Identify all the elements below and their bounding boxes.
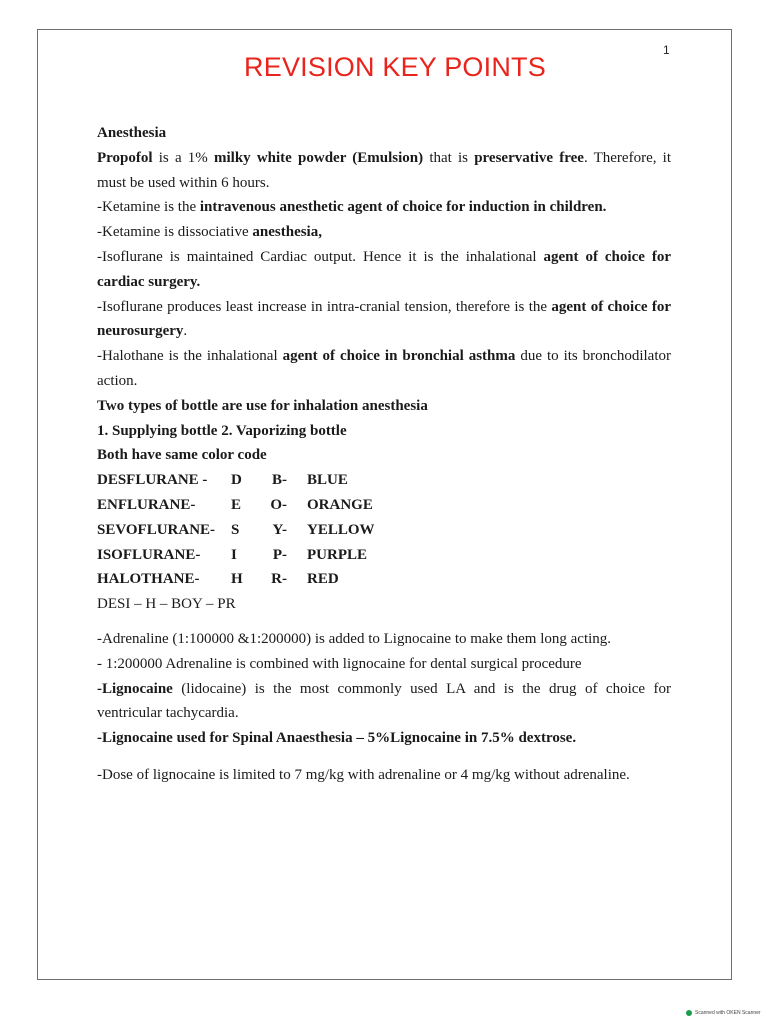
color-letter: R- xyxy=(271,571,287,588)
agent-name: HALOTHANE- xyxy=(97,571,200,588)
agent-name: ENFLURANE- xyxy=(97,496,196,513)
color-letter: P- xyxy=(272,546,287,563)
agent-letter: E xyxy=(231,496,242,513)
propofol-paragraph: Propofol is a 1% milky white powder (Emulsion) that is preservative free. Therefore, it must be used within 6 hours. xyxy=(97,149,671,191)
page-title: REVISION KEY POINTS xyxy=(244,52,546,82)
agent-letter: H xyxy=(231,571,243,588)
color-name: RED xyxy=(307,571,339,588)
color-code-row xyxy=(97,567,671,592)
color-letter: Y- xyxy=(272,521,287,538)
color-code-row xyxy=(97,543,671,568)
agent-letter: S xyxy=(231,521,240,538)
agent-letter: I xyxy=(231,546,237,563)
section-heading: Anesthesia xyxy=(97,125,167,141)
agent-name: ISOFLURANE- xyxy=(97,546,201,563)
document-body xyxy=(97,121,671,788)
color-name: YELLOW xyxy=(307,521,375,538)
lignocaine-dose-line: -Dose of lignocaine is limited to 7 mg/kg with adrenaline or 4 mg/kg without adrenaline. xyxy=(97,766,630,783)
ketamine-induction-line: -Ketamine is the intravenous anesthetic agent of choice for induction in children. xyxy=(97,199,607,216)
lignocaine-spinal-line: -Lignocaine used for Spinal Anaesthesia – 5%Lignocaine in 7.5% dextrose. xyxy=(97,730,577,747)
oken-scanner-logo-icon xyxy=(686,1010,692,1016)
scanner-watermark xyxy=(686,1010,761,1016)
adrenaline-dental-line: - 1:200000 Adrenaline is combined with lignocaine for dental surgical procedure xyxy=(97,655,582,672)
mnemonic: DESI – H – BOY – PR xyxy=(97,596,236,613)
color-code-row xyxy=(97,518,671,543)
color-letter: B- xyxy=(272,472,287,489)
isoflurane-neuro-paragraph: -Isoflurane produces least increase in intra-cranial tension, therefore is the agent of choice for neurosurgery. xyxy=(97,298,671,340)
agent-letter: D xyxy=(231,472,242,489)
color-name: PURPLE xyxy=(307,546,367,563)
page-number: 1 xyxy=(663,43,670,57)
agent-name: SEVOFLURANE- xyxy=(97,521,216,538)
adrenaline-paragraph: -Adrenaline (1:100000 &1:200000) is added to Lignocaine to make them long acting. xyxy=(97,630,612,647)
halothane-paragraph: -Halothane is the inhalational agent of choice in bronchial asthma due to its bronchodilator action. xyxy=(97,348,671,389)
bottles-heading: Two types of bottle are use for inhalation anesthesia xyxy=(97,397,428,414)
agent-name: DESFLURANE - xyxy=(97,472,208,489)
color-code-row xyxy=(97,493,671,518)
color-letter: O- xyxy=(270,496,287,513)
color-name: BLUE xyxy=(307,472,348,489)
bottles-list: 1. Supplying bottle 2. Vaporizing bottle xyxy=(97,422,347,439)
isoflurane-cardiac-paragraph: -Isoflurane is maintained Cardiac output. Hence it is the inhalational agent of choice for cardiac surgery. xyxy=(97,248,671,290)
color-code-table xyxy=(97,468,671,592)
color-code-heading: Both have same color code xyxy=(97,447,267,464)
scanner-text: Scanned with OKEN Scanner xyxy=(695,1010,761,1016)
lignocaine-paragraph: -Lignocaine (lidocaine) is the most commonly used LA and is the drug of choice for ventricular tachycardia. xyxy=(97,680,671,722)
color-code-row xyxy=(97,468,671,493)
ketamine-dissociative-line: -Ketamine is dissociative anesthesia, xyxy=(97,224,322,241)
color-name: ORANGE xyxy=(307,496,373,513)
